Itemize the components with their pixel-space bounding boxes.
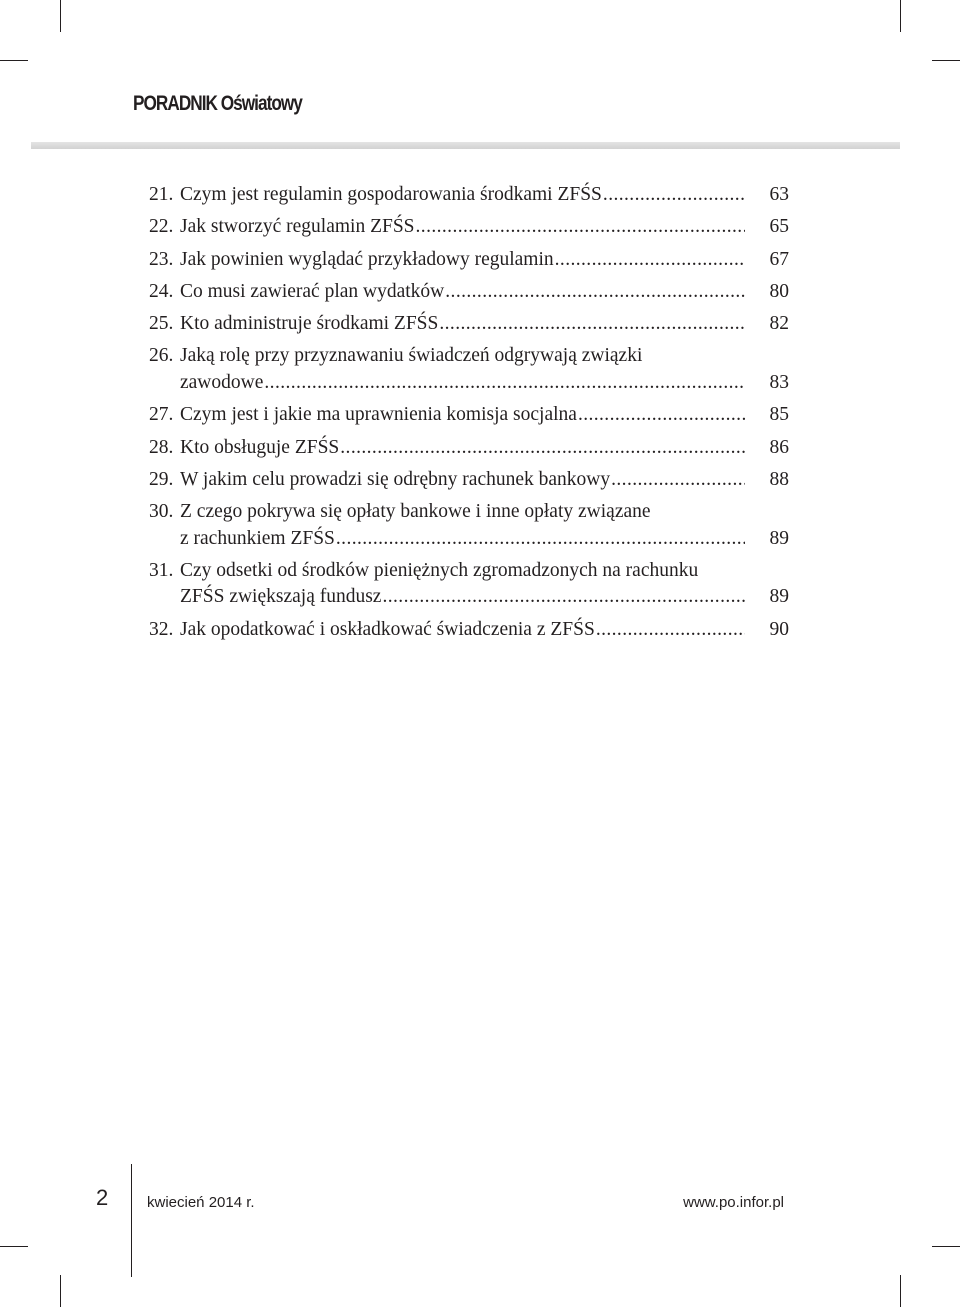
crop-mark	[0, 60, 28, 61]
dot-leader	[264, 370, 745, 397]
dot-leader	[555, 247, 745, 274]
running-header-title: PORADNIK Oświatowy	[133, 92, 302, 115]
toc-entry-page: 82	[769, 313, 789, 335]
toc-entry-page: 89	[769, 527, 789, 549]
dot-leader	[336, 526, 745, 553]
dot-leader	[340, 435, 745, 462]
toc-entry	[149, 467, 789, 494]
toc-entry-number: 28.	[149, 436, 174, 458]
toc-entry	[149, 617, 789, 644]
dot-leader	[603, 182, 745, 209]
table-of-contents	[149, 182, 789, 649]
toc-entry-title: Jak opodatkować i oskładkować świadczenia z ZFŚS	[180, 618, 595, 640]
toc-entry-title: Czym jest regulamin gospodarowania środkami ZFŚS	[180, 184, 602, 205]
crop-mark	[0, 1246, 28, 1247]
toc-entry-title: Jak powinien wyglądać przykładowy regulamin	[180, 248, 554, 270]
toc-entry-title: Czy odsetki od środków pieniężnych zgromadzonych na rachunku	[180, 559, 699, 581]
dot-leader	[439, 311, 745, 338]
toc-entry-title: Czym jest i jakie ma uprawnienia komisja socjalna	[180, 404, 577, 426]
footer-divider	[131, 1164, 132, 1277]
dot-leader	[416, 214, 745, 241]
toc-entry	[149, 311, 789, 338]
toc-entry	[149, 499, 789, 552]
issue-date: kwiecień 2014 r.	[147, 1194, 255, 1211]
toc-entry	[149, 214, 789, 241]
crop-mark	[60, 1275, 61, 1307]
dot-leader	[596, 617, 745, 644]
toc-entry	[149, 402, 789, 429]
toc-entry	[149, 247, 789, 274]
toc-entry-page: 86	[769, 436, 789, 458]
toc-entry-title: z rachunkiem ZFŚS	[180, 527, 335, 549]
toc-entry-title: W jakim celu prowadzi się odrębny rachunek bankowy	[180, 468, 611, 490]
toc-entry-number: 24.	[149, 280, 174, 302]
toc-entry	[149, 279, 789, 306]
toc-entry-title: ZFŚS zwiększają fundusz	[180, 586, 382, 608]
header-rule	[31, 142, 900, 149]
toc-entry-title: Kto administruje środkami ZFŚS	[180, 313, 439, 335]
toc-entry-page: 67	[769, 248, 789, 270]
toc-entry	[149, 343, 789, 396]
crop-mark	[932, 1246, 960, 1247]
crop-mark	[932, 60, 960, 61]
dot-leader	[445, 279, 745, 306]
page-number: 2	[96, 1185, 109, 1210]
dot-leader	[611, 467, 745, 494]
toc-entry	[149, 435, 789, 462]
toc-entry-page: 80	[769, 280, 789, 302]
toc-entry-number: 22.	[149, 216, 174, 238]
toc-entry-number: 30.	[149, 501, 174, 523]
toc-entry-number: 31.	[149, 559, 174, 581]
toc-entry-number: 32.	[149, 618, 174, 640]
toc-entry-title: Z czego pokrywa się opłaty bankowe i inne opłaty związane	[180, 501, 651, 523]
dot-leader	[382, 584, 745, 611]
crop-mark	[60, 0, 61, 32]
toc-entry-number: 25.	[149, 313, 174, 335]
toc-entry-number: 21.	[149, 184, 174, 205]
toc-entry-page: 63	[769, 184, 789, 205]
toc-entry-page: 88	[769, 468, 789, 490]
toc-entry-page: 65	[769, 216, 789, 238]
dot-leader	[578, 402, 745, 429]
website-url: www.po.infor.pl	[683, 1194, 784, 1211]
toc-entry-number: 23.	[149, 248, 174, 270]
toc-entry-number: 26.	[149, 345, 174, 367]
toc-entry-page: 89	[769, 586, 789, 608]
toc-entry-page: 85	[769, 404, 789, 426]
toc-entry	[149, 182, 789, 209]
toc-entry-title: Jak stworzyć regulamin ZFŚS	[180, 216, 415, 238]
crop-mark	[900, 1275, 901, 1307]
toc-entry-number: 29.	[149, 468, 174, 490]
toc-entry-title: Co musi zawierać plan wydatków	[180, 280, 445, 302]
crop-mark	[900, 0, 901, 32]
toc-entry-page: 90	[769, 618, 789, 640]
toc-entry-page: 83	[769, 371, 789, 393]
toc-entry	[149, 558, 789, 611]
toc-entry-number: 27.	[149, 404, 174, 426]
toc-entry-title: zawodowe	[180, 371, 264, 393]
toc-entry-title: Kto obsługuje ZFŚS	[180, 436, 340, 458]
toc-entry-title: Jaką rolę przy przyznawaniu świadczeń odgrywają związki	[180, 345, 643, 367]
